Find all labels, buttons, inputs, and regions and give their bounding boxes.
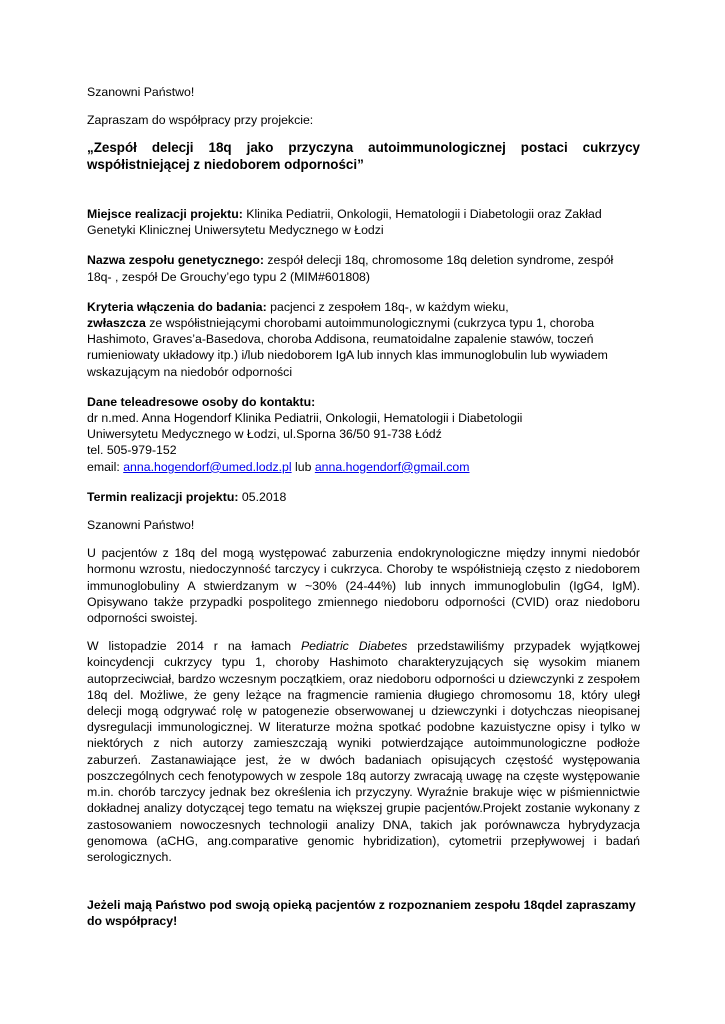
contact-phone: tel. 505-979-152 xyxy=(87,443,177,458)
location-text: Klinika Pediatrii, Onkologii, Hematologii i Diabetologii oraz Zakład Genetyki Klinicznej Uniwersytetu Medycznego w Łodzi xyxy=(87,207,602,238)
deadline-value: 05.2018 xyxy=(238,489,287,504)
contact-line-1: dr n.med. Anna Hogendorf Klinika Pediatrii, Onkologii, Hematologii i Diabetologii xyxy=(87,411,523,426)
location-section xyxy=(87,206,640,238)
syndrome-section xyxy=(87,252,640,284)
criteria-label: Kryteria włączenia do badania: xyxy=(87,299,267,314)
contact-label: Dane teleadresowe osoby do kontaktu: xyxy=(87,394,316,409)
closing-invitation: Jeżeli mają Państwo pod swoją opieką pacjentów z rozpoznaniem zespołu 18qdel zapraszamy do współpracy! xyxy=(87,898,636,929)
contact-line-2: Uniwersytetu Medycznego w Łodzi, ul.Sporna 36/50 91-738 Łódź xyxy=(87,427,442,442)
paragraph-2-rest: przedstawiliśmy przypadek wyjątkowej koincydencji cukrzycy typu 1, choroby Hashimoto charakteryzujących się wysokim mianem autoprzeciwciał, bardzo wczesnym początkiem, oraz niedoboru odporności u dziewczynki z zespołem 18q del. Możliwe, że geny leżące na fragmencie ramienia długiego chromosomu 18, który uległ delecji mogą odgrywać rolę w patogenezie obserwowanej u dziewczynki i dotychczas nieopisanej dysregulacji immunologicznej. W literaturze można spotkać podobne kazuistyczne opisy i tylko w niektórych z nich autorzy zamieszczają wyniki potwierdzające autoimmunologiczne podłoże zaburzeń. Zastanawiające jest, że w dwóch badaniach opisujących częstość występowania poszczególnych cech fenotypowych w zespole 18q autorzy zwracają uwagę na częste występowanie m.in. chorób tarczycy jednak bez określenia ich przyczyny. Wyraźnie brakuje więc w piśmiennictwie dokładnej analizy dotyczącej tego tematu na większej grupie pacjentów.Projekt zostanie wykonany z zastosowaniem nowoczesnych technologii analizy DNA, takich jak porównawcza hybrydyzacja genomowa (aCHG, ang.comparative genomic hybridization), cytometrii przepływowej i badań serologicznych. xyxy=(87,639,640,864)
criteria-emphasis: zwłaszcza xyxy=(87,316,146,331)
contact-email-row xyxy=(87,459,640,475)
syndrome-label: Nazwa zespołu genetycznego: xyxy=(87,253,264,268)
deadline-section xyxy=(87,489,640,505)
syndrome-text: zespół delecji 18q, chromosome 18q deletion syndrome, zespół 18q- , zespół De Grouchy’ego typu 2 (MIM#601808) xyxy=(87,253,614,284)
intro-text: Zapraszam do współpracy przy projekcie: xyxy=(87,113,314,128)
deadline-label: Termin realizacji projektu: xyxy=(87,489,239,504)
paragraph-1: U pacjentów z 18q del mogą występować zaburzenia endokrynologiczne między innymi niedobór hormonu wzrostu, niedoczynność tarczycy i cukrzyca. Choroby te współistnieją często z niedoborem immunoglobuliny A stwierdzanym w ~30% (24-44%) lub innych immunoglobulin (IgG4, IgM). Opisywano także przypadki pospolitego zmiennego niedoboru odporności (CVID) oraz niedoboru odporności swoistej. xyxy=(87,546,640,626)
contact-section xyxy=(87,394,640,475)
greeting-2: Szanowni Państwo! xyxy=(87,518,195,533)
criteria-text-2: ze współistniejącymi chorobami autoimmunologicznymi (cukrzyca typu 1, choroba Hashimoto, Graves’a-Basedova, choroba Addisona, reumatoidalne zapalenie stawów, toczeń rumieniowaty układowy itp.) i/lub niedoborem IgA lub innych klas immunoglobulin lub wywiadem wskazującym na niedobór odporności xyxy=(87,316,608,379)
location-label: Miejsce realizacji projektu: xyxy=(87,207,243,221)
email-link-gmail[interactable]: anna.hogendorf@gmail.com xyxy=(314,459,470,474)
greeting: Szanowni Państwo! xyxy=(87,85,195,99)
email-link-umed[interactable]: anna.hogendorf@umed.lodz.pl xyxy=(123,459,292,474)
paragraph-2 xyxy=(87,638,640,865)
criteria-text-1: pacjenci z zespołem 18q-, w każdym wieku, xyxy=(266,299,509,314)
project-title: „Zespół delecji 18q jako przyczyna autoimmunologicznej postaci cukrzycy współistniejącej z niedoborem odporności” xyxy=(87,140,640,173)
email-separator: lub xyxy=(291,459,315,474)
email-label: email: xyxy=(87,459,124,474)
journal-name: Pediatric Diabetes xyxy=(300,639,408,654)
letter-page xyxy=(87,84,640,930)
paragraph-2-start: W listopadzie 2014 r na łamach xyxy=(87,639,301,654)
criteria-section xyxy=(87,299,640,380)
